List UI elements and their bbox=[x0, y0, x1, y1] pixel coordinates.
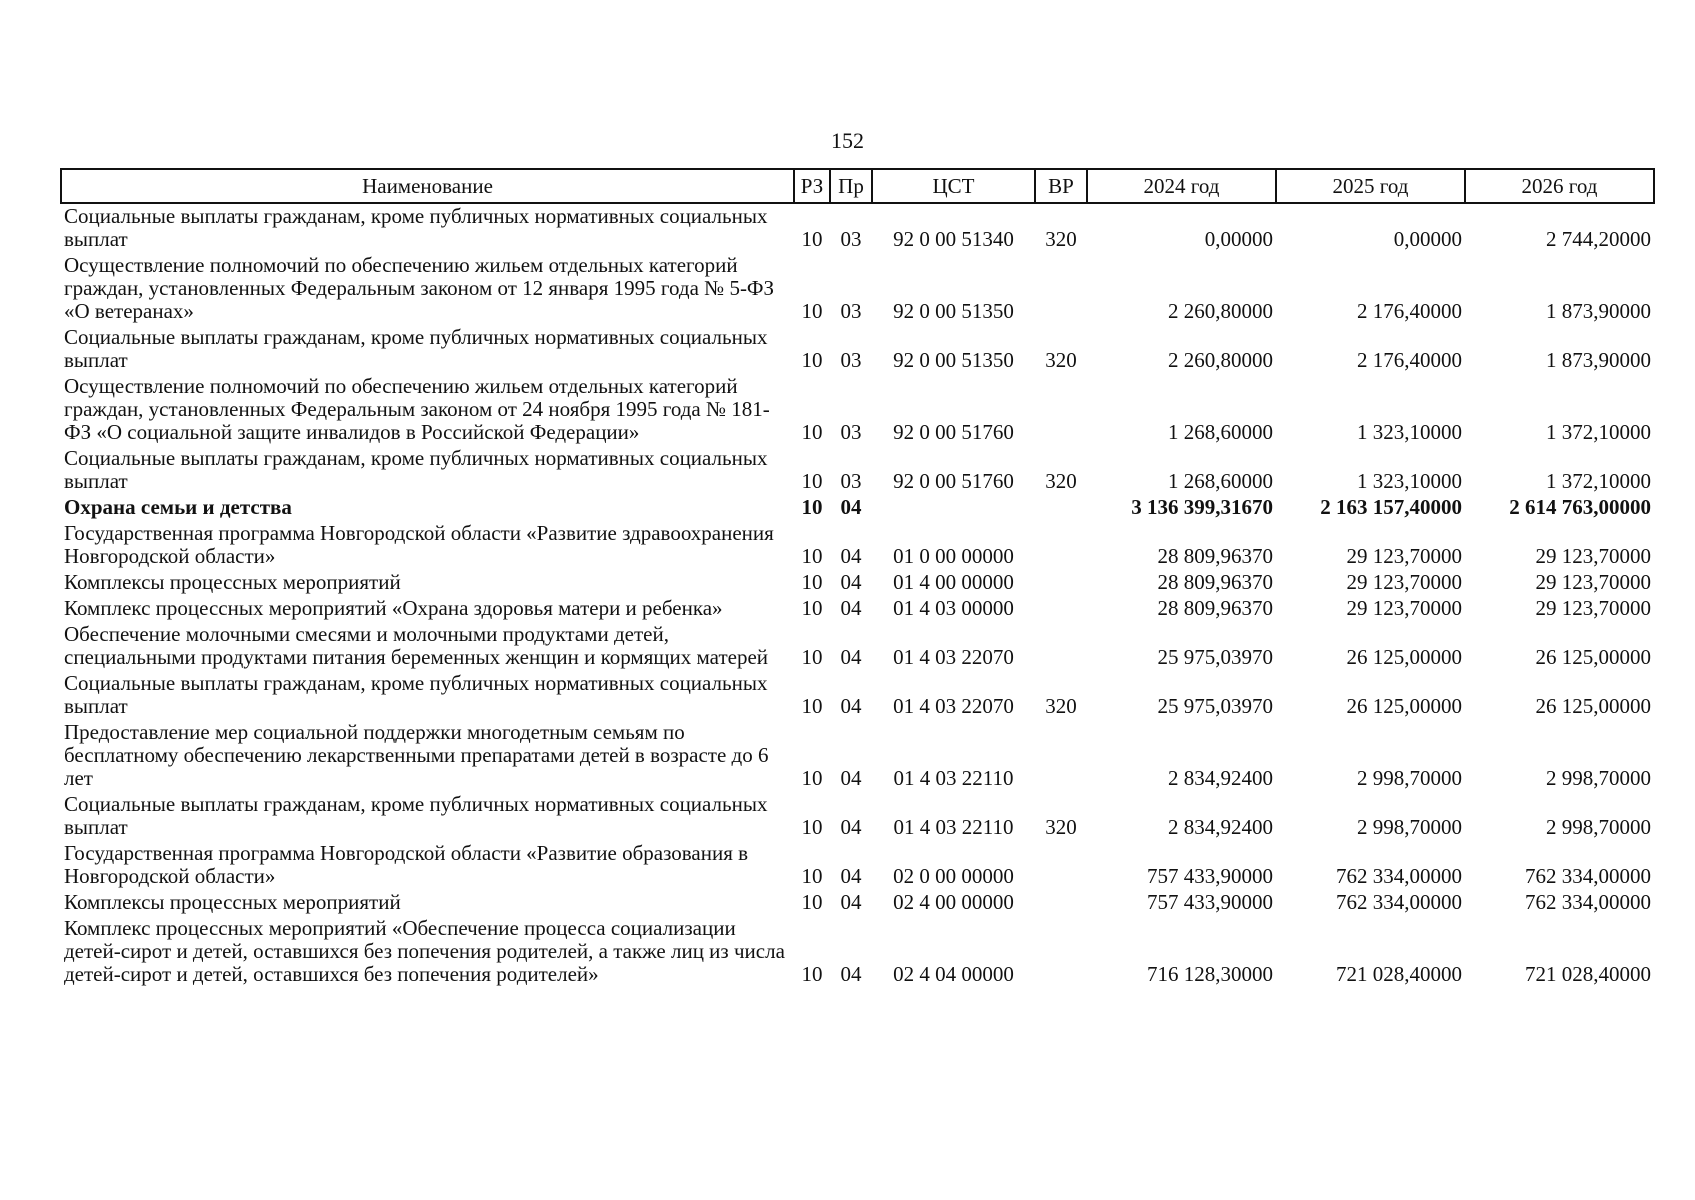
row-amount-2026: 26 125,00000 bbox=[1535, 645, 1651, 669]
row-amount-2025: 2 998,70000 bbox=[1357, 815, 1462, 839]
row-pr: 04 bbox=[840, 495, 862, 519]
row-amount-2025: 2 163 157,40000 bbox=[1320, 495, 1462, 519]
row-amount-2024: 25 975,03970 bbox=[1157, 645, 1273, 669]
row-rz: 10 bbox=[801, 766, 823, 790]
row-amount-2026: 29 123,70000 bbox=[1535, 544, 1651, 568]
row-pr: 03 bbox=[840, 348, 862, 372]
row-amount-2025: 762 334,00000 bbox=[1336, 890, 1462, 914]
row-amount-2024: 2 834,92400 bbox=[1168, 815, 1273, 839]
row-amount-2026: 762 334,00000 bbox=[1525, 864, 1651, 888]
row-rz: 10 bbox=[801, 694, 823, 718]
row-vr bbox=[1035, 253, 1087, 325]
row-amount-2026: 762 334,00000 bbox=[1525, 890, 1651, 914]
row-amount-2026: 1 372,10000 bbox=[1546, 420, 1651, 444]
row-name: Комплекс процессных мероприятий «Охрана здоровья матери и ребенка» bbox=[64, 596, 723, 620]
header-pr: Пр bbox=[830, 169, 872, 203]
table-row bbox=[61, 596, 1654, 622]
row-vr bbox=[1035, 890, 1087, 916]
row-amount-2026: 1 873,90000 bbox=[1546, 348, 1651, 372]
row-cst bbox=[872, 495, 1035, 521]
row-vr bbox=[1035, 841, 1087, 890]
row-amount-2025: 29 123,70000 bbox=[1346, 544, 1462, 568]
row-pr: 03 bbox=[840, 469, 862, 493]
table-row bbox=[61, 916, 1654, 988]
row-amount-2026: 2 998,70000 bbox=[1546, 815, 1651, 839]
table-row bbox=[61, 325, 1654, 374]
row-rz: 10 bbox=[801, 227, 823, 251]
row-pr: 04 bbox=[840, 815, 862, 839]
table-row bbox=[61, 203, 1654, 253]
table-row bbox=[61, 446, 1654, 495]
row-name: Государственная программа Новгородской области «Развитие здравоохранения Новгородской области» bbox=[64, 521, 774, 568]
row-pr: 04 bbox=[840, 596, 862, 620]
row-pr: 04 bbox=[840, 864, 862, 888]
row-amount-2024: 25 975,03970 bbox=[1157, 694, 1273, 718]
row-amount-2024: 757 433,90000 bbox=[1147, 890, 1273, 914]
row-amount-2024: 28 809,96370 bbox=[1157, 544, 1273, 568]
row-rz: 10 bbox=[801, 645, 823, 669]
row-name: Охрана семьи и детства bbox=[64, 495, 292, 519]
row-vr bbox=[1035, 596, 1087, 622]
row-name: Социальные выплаты гражданам, кроме публичных нормативных социальных выплат bbox=[64, 325, 768, 372]
row-vr bbox=[1035, 622, 1087, 671]
row-cst: 01 4 03 22110 bbox=[893, 766, 1014, 790]
row-pr: 04 bbox=[840, 544, 862, 568]
row-vr: 320 bbox=[1045, 815, 1077, 839]
table-row bbox=[61, 570, 1654, 596]
table-row bbox=[61, 792, 1654, 841]
row-cst: 01 4 03 22070 bbox=[893, 694, 1014, 718]
row-amount-2025: 29 123,70000 bbox=[1346, 570, 1462, 594]
table-row bbox=[61, 890, 1654, 916]
table-row bbox=[61, 495, 1654, 521]
row-rz: 10 bbox=[801, 495, 823, 519]
row-amount-2024: 2 260,80000 bbox=[1168, 348, 1273, 372]
row-cst: 02 4 00 00000 bbox=[893, 890, 1014, 914]
row-vr bbox=[1035, 495, 1087, 521]
row-rz: 10 bbox=[801, 299, 823, 323]
row-amount-2024: 1 268,60000 bbox=[1168, 420, 1273, 444]
table-row bbox=[61, 374, 1654, 446]
row-pr: 03 bbox=[840, 227, 862, 251]
row-cst: 02 4 04 00000 bbox=[893, 962, 1014, 986]
row-amount-2025: 1 323,10000 bbox=[1357, 469, 1462, 493]
row-amount-2025: 0,00000 bbox=[1393, 227, 1462, 251]
row-cst: 02 0 00 00000 bbox=[893, 864, 1014, 888]
row-amount-2025: 2 998,70000 bbox=[1357, 766, 1462, 790]
table-header bbox=[61, 169, 1654, 203]
row-amount-2024: 0,00000 bbox=[1204, 227, 1273, 251]
row-cst: 01 4 03 22070 bbox=[893, 645, 1014, 669]
row-rz: 10 bbox=[801, 890, 823, 914]
row-amount-2026: 1 372,10000 bbox=[1546, 469, 1651, 493]
header-2026: 2026 год bbox=[1465, 169, 1654, 203]
row-pr: 04 bbox=[840, 766, 862, 790]
row-amount-2026: 29 123,70000 bbox=[1535, 596, 1651, 620]
row-pr: 04 bbox=[840, 694, 862, 718]
row-rz: 10 bbox=[801, 570, 823, 594]
table-row bbox=[61, 720, 1654, 792]
row-rz: 10 bbox=[801, 469, 823, 493]
row-rz: 10 bbox=[801, 420, 823, 444]
row-amount-2024: 757 433,90000 bbox=[1147, 864, 1273, 888]
row-name: Комплексы процессных мероприятий bbox=[64, 890, 401, 914]
row-amount-2025: 1 323,10000 bbox=[1357, 420, 1462, 444]
row-rz: 10 bbox=[801, 596, 823, 620]
row-rz: 10 bbox=[801, 864, 823, 888]
row-pr: 04 bbox=[840, 645, 862, 669]
page-number: 152 bbox=[831, 128, 864, 153]
row-cst: 92 0 00 51340 bbox=[893, 227, 1014, 251]
row-cst: 01 4 03 22110 bbox=[893, 815, 1014, 839]
row-rz: 10 bbox=[801, 815, 823, 839]
row-vr: 320 bbox=[1045, 348, 1077, 372]
row-rz: 10 bbox=[801, 348, 823, 372]
row-name: Социальные выплаты гражданам, кроме публичных нормативных социальных выплат bbox=[64, 792, 768, 839]
budget-table bbox=[60, 168, 1655, 988]
row-amount-2025: 26 125,00000 bbox=[1346, 694, 1462, 718]
row-amount-2026: 29 123,70000 bbox=[1535, 570, 1651, 594]
row-amount-2025: 762 334,00000 bbox=[1336, 864, 1462, 888]
row-amount-2026: 721 028,40000 bbox=[1525, 962, 1651, 986]
row-cst: 92 0 00 51760 bbox=[893, 420, 1014, 444]
row-amount-2025: 2 176,40000 bbox=[1357, 299, 1462, 323]
row-vr bbox=[1035, 374, 1087, 446]
row-name: Комплекс процессных мероприятий «Обеспечение процесса социализации детей-сирот и детей, оставшихся без попечения родителей, а также лиц из числа детей-сирот и детей, оставшихся без попечения родителей» bbox=[64, 916, 785, 986]
row-vr: 320 bbox=[1045, 469, 1077, 493]
row-cst: 92 0 00 51760 bbox=[893, 469, 1014, 493]
table-row bbox=[61, 622, 1654, 671]
row-amount-2025: 721 028,40000 bbox=[1336, 962, 1462, 986]
table-row bbox=[61, 671, 1654, 720]
row-vr bbox=[1035, 720, 1087, 792]
row-name: Социальные выплаты гражданам, кроме публичных нормативных социальных выплат bbox=[64, 446, 768, 493]
row-cst: 01 0 00 00000 bbox=[893, 544, 1014, 568]
row-amount-2024: 28 809,96370 bbox=[1157, 570, 1273, 594]
header-2025: 2025 год bbox=[1276, 169, 1465, 203]
row-amount-2026: 26 125,00000 bbox=[1535, 694, 1651, 718]
row-pr: 04 bbox=[840, 570, 862, 594]
row-amount-2024: 28 809,96370 bbox=[1157, 596, 1273, 620]
row-amount-2024: 1 268,60000 bbox=[1168, 469, 1273, 493]
row-name: Предоставление мер социальной поддержки многодетным семьям по бесплатному обеспечению лекарственными препаратами детей в возрасте до 6 лет bbox=[64, 720, 769, 790]
row-pr: 04 bbox=[840, 962, 862, 986]
row-amount-2025: 29 123,70000 bbox=[1346, 596, 1462, 620]
row-amount-2026: 1 873,90000 bbox=[1546, 299, 1651, 323]
row-amount-2026: 2 744,20000 bbox=[1546, 227, 1651, 251]
row-vr bbox=[1035, 521, 1087, 570]
row-name: Осуществление полномочий по обеспечению жильем отдельных категорий граждан, установленных Федеральным законом от 24 ноября 1995 года № 181-ФЗ «О социальной защите инвалидов в Российской Федерации» bbox=[64, 374, 770, 444]
row-name: Социальные выплаты гражданам, кроме публичных нормативных социальных выплат bbox=[64, 671, 768, 718]
row-name: Социальные выплаты гражданам, кроме публичных нормативных социальных выплат bbox=[64, 204, 768, 251]
row-vr bbox=[1035, 916, 1087, 988]
row-name: Обеспечение молочными смесями и молочными продуктами детей, специальными продуктами питания беременных женщин и кормящих матерей bbox=[64, 622, 769, 669]
row-cst: 01 4 00 00000 bbox=[893, 570, 1014, 594]
row-amount-2024: 3 136 399,31670 bbox=[1131, 495, 1273, 519]
row-amount-2026: 2 614 763,00000 bbox=[1509, 495, 1651, 519]
header-vr: ВР bbox=[1035, 169, 1087, 203]
header-2024: 2024 год bbox=[1087, 169, 1276, 203]
row-cst: 92 0 00 51350 bbox=[893, 299, 1014, 323]
row-name: Осуществление полномочий по обеспечению жильем отдельных категорий граждан, установленных Федеральным законом от 12 января 1995 года № 5-ФЗ «О ветеранах» bbox=[64, 253, 775, 323]
row-name: Комплексы процессных мероприятий bbox=[64, 570, 401, 594]
row-vr: 320 bbox=[1045, 694, 1077, 718]
header-cst: ЦСТ bbox=[872, 169, 1035, 203]
row-vr: 320 bbox=[1045, 227, 1077, 251]
row-rz: 10 bbox=[801, 544, 823, 568]
row-pr: 03 bbox=[840, 420, 862, 444]
row-cst: 01 4 03 00000 bbox=[893, 596, 1014, 620]
row-amount-2025: 2 176,40000 bbox=[1357, 348, 1462, 372]
row-pr: 04 bbox=[840, 890, 862, 914]
row-amount-2024: 716 128,30000 bbox=[1147, 962, 1273, 986]
row-name: Государственная программа Новгородской области «Развитие образования в Новгородской области» bbox=[64, 841, 749, 888]
row-amount-2024: 2 834,92400 bbox=[1168, 766, 1273, 790]
row-vr bbox=[1035, 570, 1087, 596]
header-name: Наименование bbox=[61, 169, 794, 203]
table-body bbox=[61, 203, 1654, 988]
row-amount-2024: 2 260,80000 bbox=[1168, 299, 1273, 323]
header-rz: РЗ bbox=[794, 169, 830, 203]
row-cst: 92 0 00 51350 bbox=[893, 348, 1014, 372]
row-amount-2026: 2 998,70000 bbox=[1546, 766, 1651, 790]
row-rz: 10 bbox=[801, 962, 823, 986]
row-pr: 03 bbox=[840, 299, 862, 323]
table-row bbox=[61, 253, 1654, 325]
table-row bbox=[61, 841, 1654, 890]
row-amount-2025: 26 125,00000 bbox=[1346, 645, 1462, 669]
table-row bbox=[61, 521, 1654, 570]
